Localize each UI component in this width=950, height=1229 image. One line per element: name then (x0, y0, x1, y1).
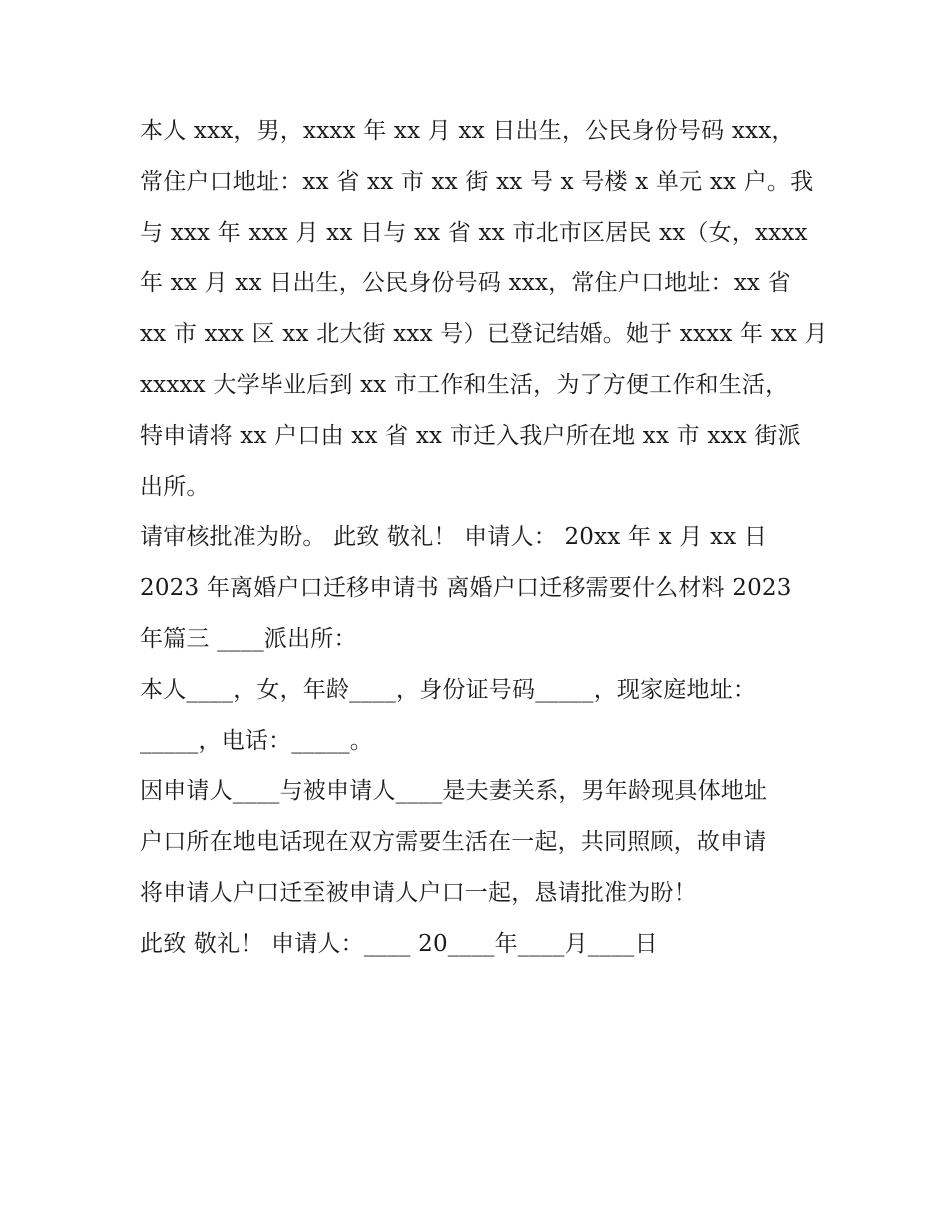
text-line: xxxxx 大学毕业后到 xx 市工作和生活，为了方便工作和生活， (140, 371, 789, 398)
text-line: 因申请人____与被申请人____是夫妻关系，男年龄现具体地址 (140, 778, 768, 805)
closing-line: 请审核批准为盼。 此致 敬礼！ 申请人： 20xx 年 x 月 xx 日 (140, 524, 768, 551)
text-line: 本人 xxx，男，xxxx 年 xx 月 xx 日出生，公民身份号码 xxx， (140, 118, 795, 144)
text-line: 特申请将 xx 户口由 xx 省 xx 市迁入我户所在地 xx 市 xxx 街派 (140, 422, 801, 449)
heading-line: 年篇三 ____派出所： (140, 625, 357, 652)
heading-line: 2023 年离婚户口迁移申请书 离婚户口迁移需要什么材料 2023 (140, 575, 792, 602)
text-line: 常住户口地址：xx 省 xx 市 xx 街 xx 号 x 号楼 x 单元 xx 户。我 (140, 168, 814, 195)
form-line: 本人____，女，年龄____，身份证号码_____，现家庭地址： (140, 676, 757, 703)
text-line: 与 xxx 年 xxx 月 xx 日与 xx 省 xx 市北市区居民 xx（女，xxxx (140, 219, 808, 246)
text-line: 将申请人户口迁至被申请人户口一起，恳请批准为盼！ (140, 879, 697, 906)
text-line: xx 市 xxx 区 xx 北大街 xxx 号）已登记结婚。她于 xxxx 年 xx 月 (140, 321, 828, 348)
document-body (140, 106, 830, 970)
text-line: 出所。 (140, 473, 210, 500)
closing-line: 此致 敬礼！ 申请人：____ 20____年____月____日 (140, 930, 658, 957)
text-line: 年 xx 月 xx 日出生，公民身份号码 xxx，常住户口地址：xx 省 (140, 270, 791, 297)
form-line: _____，电话：_____。 (140, 727, 373, 754)
text-line: 户口所在地电话现在双方需要生活在一起，共同照顾，故申请 (140, 829, 767, 856)
